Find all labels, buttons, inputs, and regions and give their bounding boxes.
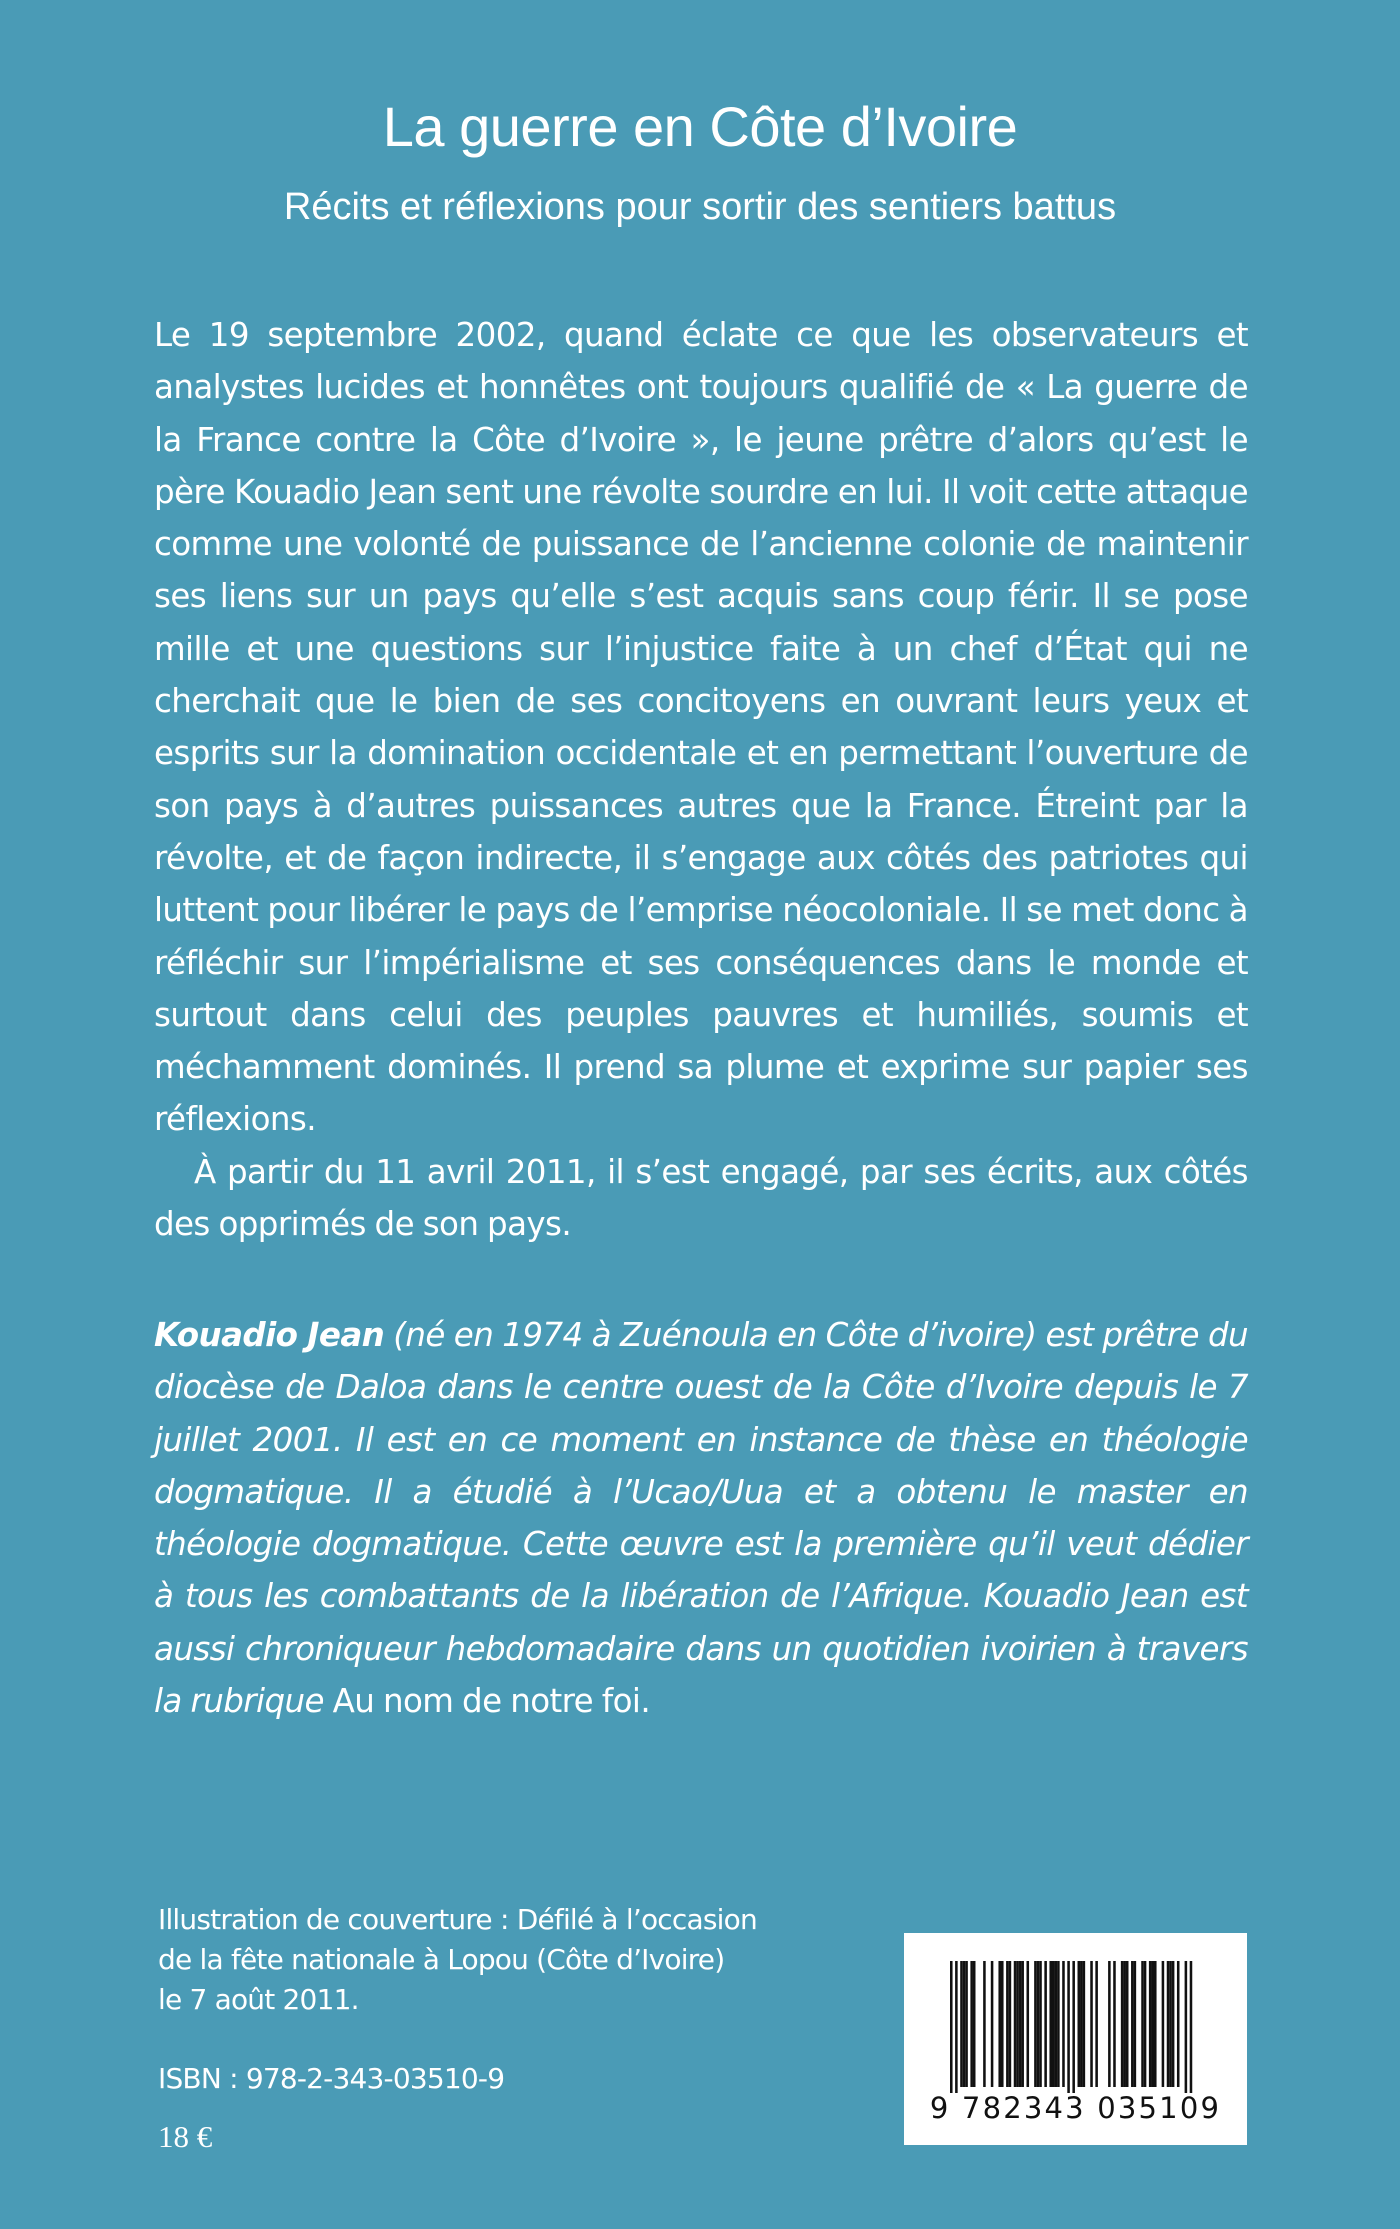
barcode-bar	[1067, 1961, 1070, 2093]
barcode-bar	[1014, 1961, 1017, 2087]
barcode-digits: 9 782343 035109	[929, 2091, 1222, 2125]
barcode-bar	[960, 1961, 963, 2087]
barcode-bar	[970, 1961, 973, 2087]
barcode-bar	[1144, 1961, 1147, 2087]
barcode-bar	[1057, 1961, 1060, 2087]
credit-line-2: de la fête nationale à Lopou (Côte d’Ivoire)	[158, 1943, 725, 1976]
barcode-bar	[963, 1961, 966, 2087]
barcode-bar	[1009, 1961, 1012, 2087]
barcode-bar	[1080, 1961, 1083, 2087]
barcode-bar	[1167, 1961, 1170, 2087]
barcode-bar	[955, 1961, 958, 2093]
barcode-bar	[1154, 1961, 1157, 2087]
barcode-bar	[950, 1961, 953, 2093]
barcode-bar	[1177, 1961, 1180, 2087]
barcode-bar	[1072, 1961, 1075, 2093]
barcode-bar	[1083, 1961, 1086, 2087]
barcode-bar	[1190, 1961, 1193, 2093]
barcode-bar	[1149, 1961, 1152, 2087]
barcode-bar	[1095, 1961, 1098, 2087]
barcode-bar	[1021, 1961, 1024, 2087]
barcode-bar	[1123, 1961, 1126, 2087]
barcode-bar	[1016, 1961, 1019, 2087]
barcode-bar	[1172, 1961, 1175, 2087]
barcode-bar	[1001, 1961, 1004, 2087]
barcode-bar	[1162, 1961, 1165, 2087]
blurb-paragraph-2: À partir du 11 avril 2011, il s’est engagé, par ses écrits, aux côtés des opprimés de son pays.	[154, 1152, 1248, 1244]
book-title: La guerre en Côte d’Ivoire	[382, 95, 1018, 158]
barcode-bar	[1006, 1961, 1009, 2087]
barcode-bar	[1090, 1961, 1093, 2087]
barcode-bar	[1113, 1961, 1116, 2087]
author-bio-text: (né en 1974 à Zuénoula en Côte d’ivoire) est prêtre du diocèse de Daloa dans le centre ouest de la Côte d’Ivoire depuis le 7 juillet 2001. Il est en ce moment en instance de thèse en théologie dogmatique. Il a étudié à l’Ucao/Uua et a obtenu le master en théologie dogmatique. Cette œuvre est la première qu’il veut dédier à tous les combattants de la libération de l’Afrique. Kouadio Jean est aussi chroniqueur hebdomadaire dans un quotidien ivoirien à travers la rubrique	[154, 1316, 1248, 1721]
barcode-bar	[1185, 1961, 1188, 2093]
barcode-bar	[1134, 1961, 1137, 2087]
barcode-bar	[1062, 1961, 1065, 2087]
author-name: Kouadio Jean	[154, 1316, 385, 1354]
barcode-bar	[1055, 1961, 1058, 2087]
barcode-bar	[1141, 1961, 1144, 2087]
barcode	[904, 1933, 1247, 2145]
barcode-bar	[1078, 1961, 1081, 2087]
barcode-bar	[1126, 1961, 1129, 2087]
barcode-bar	[1037, 1961, 1040, 2087]
barcode-bar	[973, 1961, 976, 2087]
barcode-bar	[1169, 1961, 1172, 2087]
barcode-bar	[965, 1961, 968, 2087]
barcode-bar	[1044, 1961, 1047, 2087]
barcode-bar	[991, 1961, 994, 2087]
credit-line-3: le 7 août 2011.	[158, 1983, 359, 2016]
barcode-bar	[1131, 1961, 1134, 2087]
credit-line-1: Illustration de couverture : Défilé à l’occasion	[158, 1903, 757, 1936]
column-name: Au nom de notre foi.	[323, 1682, 651, 1721]
price: 18 €	[158, 2119, 213, 2154]
barcode-bars	[904, 1933, 1247, 2093]
barcode-bar	[1052, 1961, 1055, 2087]
cover-illustration-credit	[158, 1900, 758, 2020]
book-subtitle: Récits et réflexions pour sortir des sentiers battus	[283, 186, 1117, 228]
barcode-bar	[1049, 1961, 1052, 2087]
isbn-number: ISBN : 978-2-343-03510-9	[158, 2062, 505, 2095]
barcode-bar	[983, 1961, 986, 2087]
back-cover-blurb	[154, 309, 1248, 1250]
barcode-bar	[1121, 1961, 1124, 2087]
barcode-bar	[1034, 1961, 1037, 2087]
barcode-bar	[1039, 1961, 1042, 2087]
author-bio	[154, 1309, 1248, 1727]
barcode-bar	[1019, 1961, 1022, 2087]
barcode-bar	[998, 1961, 1001, 2087]
barcode-bar	[1027, 1961, 1030, 2087]
barcode-bar	[1108, 1961, 1111, 2087]
blurb-paragraph-1: Le 19 septembre 2002, quand éclate ce que les observateurs et analystes lucides et honnêtes ont toujours qualifié de « La guerre de la France contre la Côte d’Ivoire », le jeune prêtre d’alors qu’est le père Kouadio Jean sent une révolte sourdre en lui. Il voit cette attaque comme une volonté de puissance de l’ancienne colonie de maintenir ses liens sur un pays qu’elle s’est acquis sans coup férir. Il se pose mille et une questions sur l’injustice faite à un chef d’État qui ne cherchait que le bien de ses concitoyens en ouvrant leurs yeux et esprits sur la domination occidentale et en permettant l’ouverture de son pays à d’autres puissances autres que la France. Étreint par la révolte, et de façon indirecte, il s’engage aux côtés des patriotes qui luttent pour libérer le pays de l’emprise néocoloniale. Il se met donc à réfléchir sur l’impérialisme et ses conséquences dans le monde et surtout dans celui des peuples pauvres et humiliés, soumis et méchamment dominés. Il prend sa plume et exprime sur papier ses réflexions.	[154, 316, 1248, 1139]
barcode-bar	[1151, 1961, 1154, 2087]
